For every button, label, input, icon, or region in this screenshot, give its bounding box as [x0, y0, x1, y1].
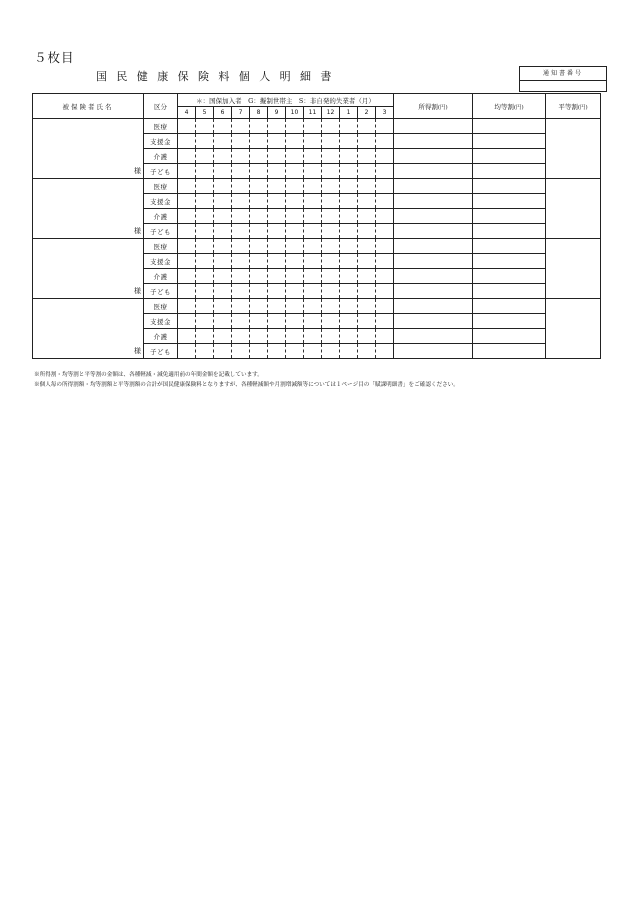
month-cell [286, 209, 304, 224]
month-cell [322, 269, 340, 284]
flat-levy-cell [546, 239, 601, 299]
month-cell [376, 314, 394, 329]
month-cell [376, 254, 394, 269]
month-cell [268, 239, 286, 254]
month-cell [286, 329, 304, 344]
month-cell [214, 164, 232, 179]
month-cell [196, 194, 214, 209]
month-cell [196, 269, 214, 284]
month-cell [376, 284, 394, 299]
month-cell [214, 254, 232, 269]
month-cell [250, 269, 268, 284]
income-levy-cell [394, 254, 473, 269]
month-cell [358, 119, 376, 134]
month-cell [268, 344, 286, 359]
month-cell [340, 314, 358, 329]
month-cell [178, 119, 196, 134]
month-cell [214, 284, 232, 299]
month-cell [358, 269, 376, 284]
income-levy-cell [394, 119, 473, 134]
month-cell [232, 299, 250, 314]
month-cell [268, 194, 286, 209]
month-cell [376, 209, 394, 224]
month-cell [214, 209, 232, 224]
month-cell [286, 269, 304, 284]
month-cell [214, 149, 232, 164]
month-cell [250, 119, 268, 134]
month-cell [232, 284, 250, 299]
table-row [33, 239, 601, 254]
month-cell [358, 179, 376, 194]
month-cell [358, 164, 376, 179]
month-cell [250, 179, 268, 194]
month-cell [376, 269, 394, 284]
month-cell [196, 329, 214, 344]
month-cell [358, 194, 376, 209]
month-cell [358, 329, 376, 344]
insured-name-cell: 様 [33, 299, 144, 359]
month-cell [232, 164, 250, 179]
month-header-cell: 8 [250, 107, 268, 119]
month-cell [286, 299, 304, 314]
month-cell [178, 239, 196, 254]
month-cell [340, 119, 358, 134]
month-cell [232, 209, 250, 224]
equal-levy-header [473, 94, 546, 119]
month-cell [196, 224, 214, 239]
month-cell [376, 344, 394, 359]
month-cell [304, 299, 322, 314]
month-cell [340, 194, 358, 209]
equal-levy-cell [473, 284, 546, 299]
month-cell [304, 239, 322, 254]
month-cell [250, 134, 268, 149]
month-cell [286, 194, 304, 209]
month-cell [358, 299, 376, 314]
month-cell [214, 329, 232, 344]
month-cell [250, 224, 268, 239]
month-cell [196, 179, 214, 194]
month-cell [178, 179, 196, 194]
income-levy-cell [394, 269, 473, 284]
income-levy-cell [394, 134, 473, 149]
month-cell [340, 209, 358, 224]
insured-name-cell: 様 [33, 239, 144, 299]
month-cell [232, 224, 250, 239]
month-cell [268, 119, 286, 134]
income-levy-cell [394, 314, 473, 329]
category-cell: 支援金 [144, 254, 178, 269]
table-row [33, 299, 601, 314]
equal-levy-cell [473, 254, 546, 269]
month-cell [196, 344, 214, 359]
month-cell [268, 209, 286, 224]
month-cell [304, 179, 322, 194]
month-cell [250, 344, 268, 359]
month-cell [250, 194, 268, 209]
month-cell [232, 119, 250, 134]
yen-unit: (円) [437, 104, 448, 111]
month-cell [268, 284, 286, 299]
month-cell [232, 314, 250, 329]
month-cell [358, 284, 376, 299]
premium-detail-table [32, 93, 601, 359]
month-cell [268, 164, 286, 179]
notice-number-box [519, 66, 607, 92]
category-cell: 子ども [144, 224, 178, 239]
month-cell [178, 284, 196, 299]
month-cell [358, 239, 376, 254]
month-cell [232, 134, 250, 149]
month-cell [304, 269, 322, 284]
month-cell [286, 179, 304, 194]
month-cell [376, 149, 394, 164]
month-cell [196, 254, 214, 269]
month-header-cell: 3 [376, 107, 394, 119]
month-cell [250, 149, 268, 164]
equal-levy-cell [473, 314, 546, 329]
month-cell [322, 224, 340, 239]
month-cell [232, 254, 250, 269]
yen-unit: (円) [513, 104, 524, 111]
month-header-cell: 10 [286, 107, 304, 119]
month-cell [178, 299, 196, 314]
insured-name-cell: 様 [33, 179, 144, 239]
month-cell [178, 134, 196, 149]
month-cell [214, 134, 232, 149]
month-cell [322, 314, 340, 329]
month-cell [196, 149, 214, 164]
month-cell [286, 134, 304, 149]
equal-levy-label: 均等割 [494, 102, 514, 111]
month-cell [196, 164, 214, 179]
month-header-cell: 1 [340, 107, 358, 119]
month-cell [250, 314, 268, 329]
month-cell [250, 329, 268, 344]
equal-levy-cell [473, 209, 546, 224]
yen-unit: (円) [577, 104, 588, 111]
footnote-2: ※個人毎の所得割額・均等割額と平等割額の合計が国民健康保険料となりますが、各種軽減額や月割増減額等については１ページ目の「賦課明細書」をご確認ください。 [34, 382, 459, 388]
month-cell [178, 314, 196, 329]
month-cell [304, 314, 322, 329]
month-cell [268, 179, 286, 194]
month-cell [250, 254, 268, 269]
income-levy-cell [394, 194, 473, 209]
month-cell [376, 119, 394, 134]
month-cell [322, 284, 340, 299]
equal-levy-cell [473, 119, 546, 134]
month-cell [376, 224, 394, 239]
month-cell [340, 134, 358, 149]
category-cell: 支援金 [144, 134, 178, 149]
category-cell: 支援金 [144, 314, 178, 329]
equal-levy-cell [473, 134, 546, 149]
month-cell [250, 239, 268, 254]
month-cell [196, 314, 214, 329]
month-cell [268, 269, 286, 284]
month-cell [178, 224, 196, 239]
flat-levy-cell [546, 299, 601, 359]
category-cell: 介護 [144, 329, 178, 344]
month-cell [304, 284, 322, 299]
month-cell [232, 269, 250, 284]
equal-levy-cell [473, 194, 546, 209]
category-header: 区分 [144, 94, 178, 119]
category-cell: 子ども [144, 284, 178, 299]
month-cell [232, 239, 250, 254]
month-cell [178, 344, 196, 359]
month-cell [196, 284, 214, 299]
month-cell [232, 344, 250, 359]
month-cell [286, 239, 304, 254]
month-cell [286, 149, 304, 164]
month-cell [322, 239, 340, 254]
month-cell [286, 314, 304, 329]
month-header-cell: 9 [268, 107, 286, 119]
footnotes [34, 370, 459, 390]
month-cell [268, 254, 286, 269]
header-row [33, 94, 601, 107]
month-cell [304, 329, 322, 344]
category-cell: 医療 [144, 179, 178, 194]
month-cell [178, 149, 196, 164]
month-cell [214, 314, 232, 329]
month-cell [250, 164, 268, 179]
month-cell [196, 119, 214, 134]
month-cell [178, 164, 196, 179]
flat-levy-header [546, 94, 601, 119]
equal-levy-cell [473, 164, 546, 179]
month-cell [340, 284, 358, 299]
month-cell [322, 209, 340, 224]
category-cell: 介護 [144, 269, 178, 284]
income-levy-header [394, 94, 473, 119]
notice-number-label: 通知書番号 [520, 67, 606, 81]
month-cell [304, 149, 322, 164]
month-cell [358, 344, 376, 359]
month-cell [304, 344, 322, 359]
month-cell [340, 224, 358, 239]
month-cell [322, 119, 340, 134]
month-cell [322, 179, 340, 194]
equal-levy-cell [473, 269, 546, 284]
month-cell [340, 179, 358, 194]
table-row [33, 119, 601, 134]
month-cell [178, 269, 196, 284]
equal-levy-cell [473, 239, 546, 254]
month-cell [286, 224, 304, 239]
category-cell: 介護 [144, 209, 178, 224]
insured-name-cell: 様 [33, 119, 144, 179]
month-cell [340, 269, 358, 284]
month-cell [286, 164, 304, 179]
month-cell [178, 329, 196, 344]
month-cell [376, 164, 394, 179]
month-cell [304, 209, 322, 224]
month-cell [304, 119, 322, 134]
equal-levy-cell [473, 179, 546, 194]
month-cell [232, 194, 250, 209]
month-cell [358, 314, 376, 329]
month-cell [340, 164, 358, 179]
month-cell [376, 239, 394, 254]
document-title: 国民健康保険料個人明細書 [96, 70, 341, 83]
month-legend-header: ＊：国保加入者 G：擬制世帯主 S：非自発的失業者（月） [178, 94, 394, 107]
month-cell [286, 344, 304, 359]
month-cell [178, 209, 196, 224]
month-cell [358, 209, 376, 224]
month-header-cell: 12 [322, 107, 340, 119]
month-cell [196, 239, 214, 254]
month-cell [376, 179, 394, 194]
month-cell [358, 149, 376, 164]
month-cell [286, 119, 304, 134]
month-cell [304, 134, 322, 149]
month-cell [358, 134, 376, 149]
flat-levy-cell [546, 179, 601, 239]
month-cell [214, 239, 232, 254]
month-cell [268, 329, 286, 344]
month-cell [340, 149, 358, 164]
month-cell [304, 224, 322, 239]
income-levy-cell [394, 179, 473, 194]
table-row [33, 179, 601, 194]
month-cell [286, 254, 304, 269]
month-cell [376, 299, 394, 314]
month-cell [376, 134, 394, 149]
month-cell [214, 179, 232, 194]
month-cell [268, 224, 286, 239]
income-levy-cell [394, 149, 473, 164]
month-cell [358, 224, 376, 239]
income-levy-cell [394, 164, 473, 179]
month-header-cell: 5 [196, 107, 214, 119]
month-cell [304, 164, 322, 179]
category-cell: 医療 [144, 119, 178, 134]
income-levy-cell [394, 239, 473, 254]
flat-levy-cell [546, 119, 601, 179]
month-cell [322, 344, 340, 359]
month-cell [232, 329, 250, 344]
income-levy-cell [394, 224, 473, 239]
month-cell [322, 134, 340, 149]
month-cell [178, 194, 196, 209]
month-header-cell: 11 [304, 107, 322, 119]
category-cell: 医療 [144, 299, 178, 314]
month-cell [268, 149, 286, 164]
month-cell [250, 284, 268, 299]
month-cell [196, 134, 214, 149]
month-header-cell: 2 [358, 107, 376, 119]
month-header-cell: 4 [178, 107, 196, 119]
income-levy-cell [394, 209, 473, 224]
month-cell [322, 299, 340, 314]
month-cell [214, 299, 232, 314]
month-cell [376, 194, 394, 209]
income-levy-label: 所得割 [418, 102, 438, 111]
month-cell [214, 344, 232, 359]
month-cell [232, 179, 250, 194]
page-label: ５枚目 [34, 50, 75, 65]
month-cell [322, 329, 340, 344]
month-cell [196, 209, 214, 224]
category-cell: 子ども [144, 344, 178, 359]
month-cell [214, 119, 232, 134]
month-cell [196, 299, 214, 314]
category-cell: 子ども [144, 164, 178, 179]
equal-levy-cell [473, 329, 546, 344]
income-levy-cell [394, 284, 473, 299]
month-cell [322, 194, 340, 209]
equal-levy-cell [473, 224, 546, 239]
month-cell [304, 194, 322, 209]
month-cell [178, 254, 196, 269]
month-cell [340, 329, 358, 344]
month-cell [268, 134, 286, 149]
month-cell [322, 254, 340, 269]
month-cell [214, 224, 232, 239]
flat-levy-label: 平等割 [558, 102, 578, 111]
month-cell [214, 194, 232, 209]
month-cell [286, 284, 304, 299]
month-cell [268, 299, 286, 314]
equal-levy-cell [473, 149, 546, 164]
month-cell [340, 239, 358, 254]
category-cell: 支援金 [144, 194, 178, 209]
income-levy-cell [394, 344, 473, 359]
month-cell [340, 344, 358, 359]
month-header-cell: 6 [214, 107, 232, 119]
category-cell: 介護 [144, 149, 178, 164]
income-levy-cell [394, 329, 473, 344]
month-cell [232, 149, 250, 164]
month-cell [322, 149, 340, 164]
equal-levy-cell [473, 344, 546, 359]
category-cell: 医療 [144, 239, 178, 254]
equal-levy-cell [473, 299, 546, 314]
income-levy-cell [394, 299, 473, 314]
month-cell [268, 314, 286, 329]
footnote-1: ※所得割・均等割と平等割の金額は、各種軽減・減免適用前の年間金額を記載しています。 [34, 372, 263, 378]
month-cell [376, 329, 394, 344]
month-cell [250, 299, 268, 314]
month-cell [304, 254, 322, 269]
month-header-cell: 7 [232, 107, 250, 119]
month-cell [214, 269, 232, 284]
insured-name-header: 被保険者氏名 [33, 94, 144, 119]
month-cell [340, 299, 358, 314]
month-cell [322, 164, 340, 179]
month-cell [340, 254, 358, 269]
month-cell [250, 209, 268, 224]
month-cell [358, 254, 376, 269]
